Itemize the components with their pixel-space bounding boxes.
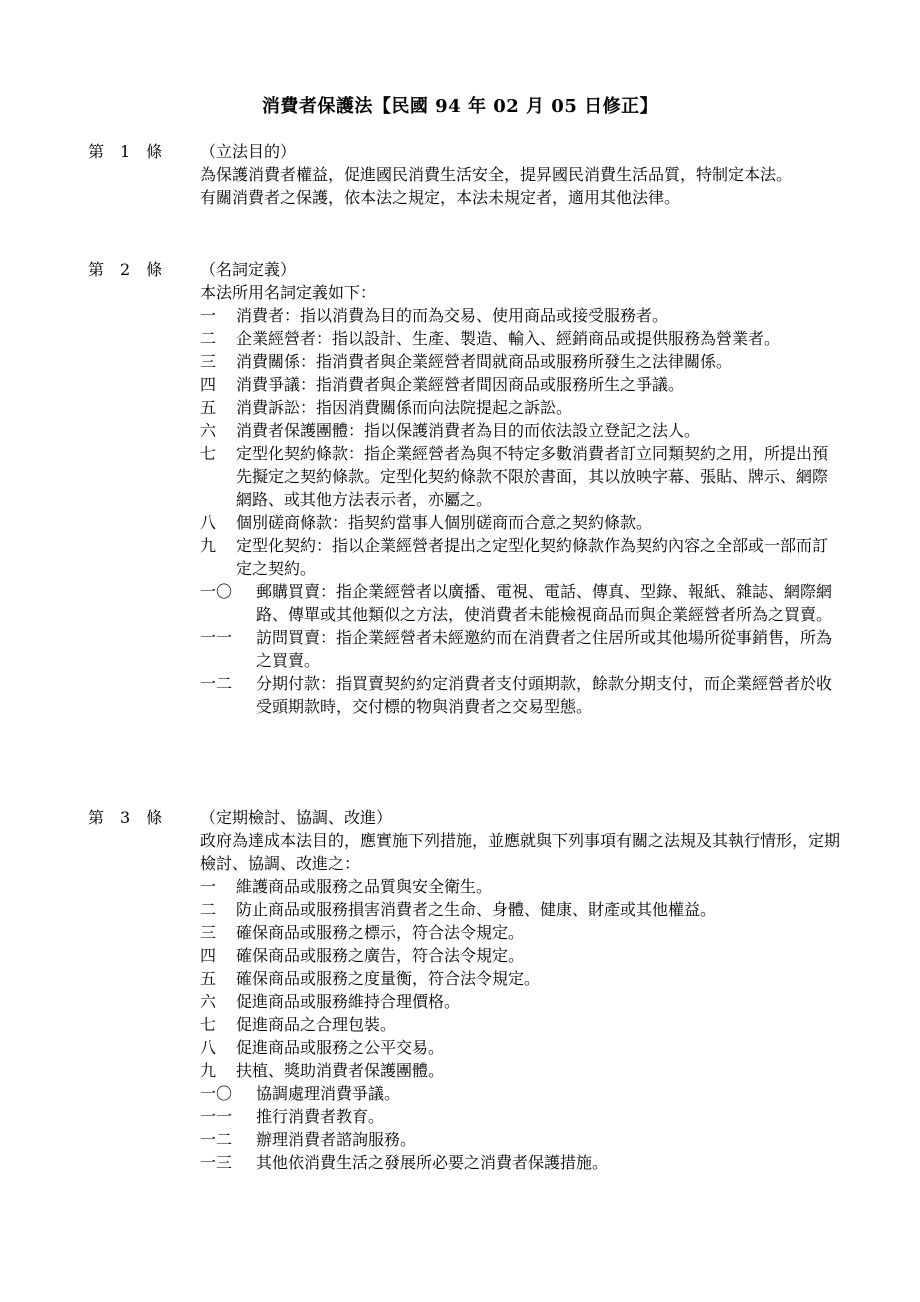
article-paragraph: 為保護消費者權益，促進國民消費生活安全，提昇國民消費生活品質，特制定本法。: [200, 165, 793, 184]
item-text: 消費者：指以消費為目的而為交易、使用商品或接受服務者。: [236, 306, 669, 325]
item-number: 一: [200, 877, 217, 896]
item-text: 消費者保護團體：指以保護消費者為目的而依法設立登記之法人。: [236, 421, 701, 440]
list-item: [200, 967, 840, 990]
item-text: 促進商品或服務之公平交易。: [236, 1038, 445, 1057]
list-item: [200, 373, 840, 396]
list-item: [200, 898, 840, 921]
list-item: [200, 350, 840, 373]
list-item: [200, 1059, 840, 1082]
item-number: 一〇: [200, 582, 233, 601]
article-heading: （立法目的）: [200, 142, 297, 161]
list-item: [200, 1151, 840, 1174]
item-text: 定型化契約條款：指企業經營者為與不特定多數消費者訂立同類契約之用，所提出預先擬定之契約條款。定型化契約條款不限於書面，其以放映字幕、張貼、牌示、網際網路、或其他方法表示者，亦屬之。: [236, 444, 829, 509]
list-item: [200, 1105, 840, 1128]
item-number: 一二: [200, 1130, 233, 1149]
item-text: 促進商品或服務維持合理價格。: [236, 992, 461, 1011]
item-number: 九: [200, 1061, 217, 1080]
list-item: [200, 327, 840, 350]
list-item: [200, 1013, 840, 1036]
item-text: 分期付款：指買賣契約約定消費者支付頭期款，餘款分期支付，而企業經營者於收受頭期款時，交付標的物與消費者之交易型態。: [256, 674, 833, 716]
list-item: [200, 580, 840, 626]
item-number: 一二: [200, 674, 233, 693]
item-number: 一一: [200, 1107, 233, 1126]
item-number: 四: [200, 375, 217, 394]
article-heading: （名詞定義）: [200, 260, 297, 279]
list-item: [200, 1082, 840, 1105]
article-body: [200, 163, 840, 209]
item-number: 四: [200, 946, 217, 965]
item-number: 三: [200, 923, 217, 942]
item-text: 個別磋商條款：指契約當事人個別磋商而合意之契約條款。: [236, 513, 653, 532]
item-text: 消費爭議：指消費者與企業經營者間因商品或服務所生之爭議。: [236, 375, 685, 394]
item-text: 消費關係：指消費者與企業經營者間就商品或服務所發生之法律關係。: [236, 352, 733, 371]
item-text: 定型化契約：指以企業經營者提出之定型化契約條款作為契約內容之全部或一部而訂定之契約。: [236, 536, 829, 578]
item-number: 五: [200, 398, 217, 417]
article-label: 第 1 條: [88, 142, 163, 161]
item-number: 六: [200, 421, 217, 440]
list-item: [200, 396, 840, 419]
item-text: 訪問買賣：指企業經營者未經邀約而在消費者之住居所或其他場所從事銷售，所為之買賣。: [256, 628, 833, 670]
list-item: [200, 672, 840, 718]
article-paragraph: 本法所用名詞定義如下：: [200, 283, 377, 302]
item-text: 確保商品或服務之度量衡，符合法令規定。: [236, 969, 541, 988]
item-text: 推行消費者教育。: [256, 1107, 385, 1126]
item-number: 七: [200, 444, 217, 463]
article-body: [200, 829, 840, 1174]
item-text: 防止商品或服務損害消費者之生命、身體、健康、財產或其他權益。: [236, 900, 717, 919]
item-text: 確保商品或服務之廣告，符合法令規定。: [236, 946, 525, 965]
item-text: 維護商品或服務之品質與安全衛生。: [236, 877, 493, 896]
item-text: 消費訴訟：指因消費關係而向法院提起之訴訟。: [236, 398, 573, 417]
list-item: [200, 419, 840, 442]
list-item: [200, 921, 840, 944]
list-item: [200, 304, 840, 327]
article-label: 第 3 條: [88, 808, 163, 827]
item-number: 五: [200, 969, 217, 988]
item-number: 一: [200, 306, 217, 325]
list-item: [200, 1128, 840, 1151]
article-heading: （定期檢討、協調、改進）: [200, 808, 393, 827]
article-paragraph: 政府為達成本法目的，應實施下列措施，並應就與下列事項有關之法規及其執行情形，定期檢討、協調、改進之：: [200, 831, 841, 873]
article-label: 第 2 條: [88, 260, 163, 279]
item-text: 促進商品之合理包裝。: [236, 1015, 397, 1034]
list-item: [200, 944, 840, 967]
item-number: 六: [200, 992, 217, 1011]
list-item: [200, 442, 840, 511]
item-number: 八: [200, 513, 217, 532]
list-item: [200, 1036, 840, 1059]
item-text: 郵購買賣：指企業經營者以廣播、電視、電話、傳真、型錄、報紙、雜誌、網際網路、傳單或其他類似之方法，使消費者未能檢視商品而與企業經營者所為之買賣。: [256, 582, 833, 624]
item-number: 二: [200, 900, 217, 919]
item-number: 三: [200, 352, 217, 371]
list-item: [200, 875, 840, 898]
item-text: 企業經營者：指以設計、生產、製造、輸入、經銷商品或提供服務為營業者。: [236, 329, 781, 348]
item-number: 一一: [200, 628, 233, 647]
item-number: 一〇: [200, 1084, 233, 1103]
item-number: 九: [200, 536, 217, 555]
article-paragraph: 有關消費者之保護，依本法之規定，本法未規定者，適用其他法律。: [200, 188, 681, 207]
list-item: [200, 990, 840, 1013]
item-number: 二: [200, 329, 217, 348]
article-body: [200, 281, 840, 718]
item-number: 八: [200, 1038, 217, 1057]
item-number: 一三: [200, 1153, 233, 1172]
item-text: 其他依消費生活之發展所必要之消費者保護措施。: [256, 1153, 609, 1172]
list-item: [200, 534, 840, 580]
item-number: 七: [200, 1015, 217, 1034]
document-title: 消費者保護法【民國 94 年 02 月 05 日修正】: [261, 96, 659, 117]
list-item: [200, 626, 840, 672]
list-item: [200, 511, 840, 534]
item-text: 確保商品或服務之標示，符合法令規定。: [236, 923, 525, 942]
item-text: 協調處理消費爭議。: [256, 1084, 401, 1103]
item-text: 辦理消費者諮詢服務。: [256, 1130, 417, 1149]
item-text: 扶植、獎助消費者保護團體。: [236, 1061, 445, 1080]
